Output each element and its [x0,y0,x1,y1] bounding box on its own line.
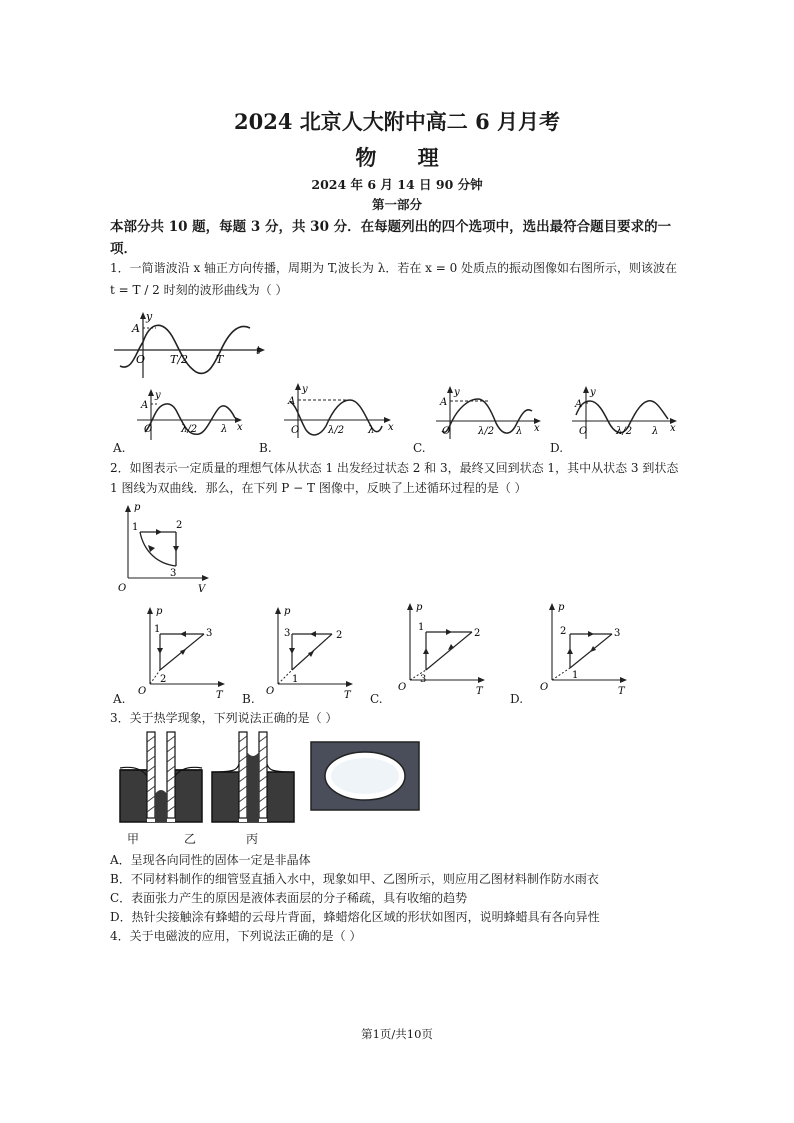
q2c-state-top: 1 [418,622,425,633]
q2-pv-state-3: 3 [170,568,177,579]
q1-vib-period-label: T [216,353,224,366]
q1-vib-origin-label: O [136,353,146,366]
q1a-amplitude-label: A [141,400,149,411]
q1-option-c[interactable]: C. [413,441,426,455]
q3-option-b[interactable]: B．不同材料制作的细管竖直插入水中，现象如甲、乙图所示，则应用乙图材料制作防水雨衣 [110,872,599,886]
q2b-p-label: p [284,606,291,617]
q1-vibration-graph [110,312,270,380]
q1b-amplitude-label: A [288,396,296,407]
q1-vib-y-label: y [146,310,153,323]
q2-pt-graph-b[interactable] [258,602,358,700]
part-heading: 第一部分 [371,197,422,212]
page-footer: 第1页/共10页 [361,1027,433,1041]
q2c-p-label: p [416,602,423,613]
q2c-origin-label: O [398,682,407,693]
q1d-lambda-label: λ [652,426,659,437]
q1c-y-label: y [454,387,460,398]
q3-option-c[interactable]: C．表面张力产生的原因是液体表面层的分子稀疏，具有收缩的趋势 [110,891,468,905]
q2-pv-diagram [112,500,212,595]
q1-vib-amplitude-label: A [132,322,140,335]
q3-label-yi: 乙 [184,832,197,846]
q4-stem: 4．关于电磁波的应用，下列说法正确的是（ ） [110,929,362,943]
q2c-state-bottom: 3 [420,674,427,685]
q1-vib-t-label: t [256,344,261,357]
q2-option-b[interactable]: B. [242,692,255,706]
q1a-half-lambda-label: λ/2 [181,424,198,435]
q2a-state-bottom: 2 [160,674,167,685]
q1b-half-lambda-label: λ/2 [328,425,345,436]
q1-option-b[interactable]: B. [259,441,272,455]
q1-wave-graph-c[interactable] [434,385,546,441]
q3-stem: 3．关于热学现象，下列说法正确的是（ ） [110,711,338,725]
q2c-state-right: 2 [474,628,481,639]
q1b-x-label: x [388,422,394,433]
exam-date: 2024 年 6 月 14 日 90 分钟 [311,177,483,192]
q2b-state-top: 3 [284,628,291,639]
q2a-t-label: T [216,690,223,701]
q2-pt-graph-a[interactable] [130,602,230,700]
q1d-x-label: x [670,423,676,434]
q2d-origin-label: O [540,682,549,693]
q3-option-d[interactable]: D．热针尖接触涂有蜂蜡的云母片背面，蜂蜡熔化区域的形状如图丙，说明蜂蜡具有各向异性 [110,910,600,924]
q1c-lambda-label: λ [516,426,523,437]
q2c-t-label: T [476,686,483,697]
q2d-state-right: 3 [614,628,621,639]
exam-title: 2024 北京人大附中高二 6 月月考 [234,109,560,134]
q1d-amplitude-label: A [575,399,583,410]
q2-option-c[interactable]: C. [370,692,383,706]
section-instructions: 本部分共 10 题，每题 3 分，共 30 分．在每题列出的四个选项中，选出最符合题目要求的一项． [110,219,672,257]
q1-wave-graph-a[interactable] [135,388,245,442]
q3-label-bing: 丙 [246,832,259,846]
q1a-y-label: y [155,390,161,401]
q1d-y-label: y [590,387,596,398]
q2-pv-state-1: 1 [132,522,139,533]
q1-line2: t = T / 2 时刻的波形曲线为（ ） [110,283,288,297]
q1-line1: 1．一简谐波沿 x 轴正方向传播，周期为 T,波长为 λ．若在 x = 0 处质点的振动图像如右图所示，则该波在 [110,261,678,275]
q2-option-a[interactable]: A. [113,692,126,706]
q3-figure-yi [210,730,296,826]
q2-pv-v-label: V [198,584,206,595]
q1a-x-label: x [237,422,243,433]
subject-title: 物 理 [355,145,439,170]
q1-option-d[interactable]: D. [550,441,564,455]
q2a-state-right: 3 [206,628,213,639]
q2a-p-label: p [156,606,163,617]
q2-pt-graph-d[interactable] [532,598,632,696]
q3-figure-bing [310,741,420,811]
q1-wave-graph-d[interactable] [570,385,682,441]
q2d-t-label: T [618,686,625,697]
q2-pt-graph-c[interactable] [390,598,490,696]
q1c-half-lambda-label: λ/2 [478,426,495,437]
q1c-x-label: x [534,423,540,434]
q2-option-d[interactable]: D. [510,692,524,706]
q2b-state-bottom: 1 [292,674,299,685]
q2-pv-origin-label: O [118,583,127,594]
q1b-y-label: y [302,384,308,395]
q2b-t-label: T [344,690,351,701]
q2-pv-p-label: p [134,502,141,513]
q1c-origin-label: O [442,426,451,437]
q2-line1: 2．如图表示一定质量的理想气体从状态 1 出发经过状态 2 和 3，最终又回到状态 1，其中从状态 3 到状态 [110,461,679,475]
q2-line2: 1 图线为双曲线．那么，在下列 P − T 图像中，反映了上述循环过程的是（ ） [110,481,527,495]
q2a-origin-label: O [138,686,147,697]
q1a-lambda-label: λ [221,424,228,435]
q3-option-a[interactable]: A．呈现各向同性的固体一定是非晶体 [110,853,311,867]
q2d-state-bottom: 1 [572,670,579,681]
q1-vib-half-period-label: T/2 [170,353,189,366]
q2d-state-top: 2 [560,626,567,637]
q1b-lambda-label: λ [368,425,375,436]
q2-pv-state-2: 2 [176,520,183,531]
q3-label-jia: 甲 [127,832,140,846]
q1d-origin-label: O [579,426,588,437]
q1a-origin-label: O [144,424,153,435]
q1d-half-lambda-label: λ/2 [616,426,633,437]
q3-figure-jia [118,730,204,826]
q1b-origin-label: O [291,425,300,436]
q1-wave-graph-b[interactable] [282,382,398,440]
q1-option-a[interactable]: A. [113,441,126,455]
q2b-origin-label: O [266,686,275,697]
q2b-state-right: 2 [336,630,343,641]
q1c-amplitude-label: A [440,397,448,408]
q2d-p-label: p [558,602,565,613]
q2a-state-top: 1 [154,624,161,635]
